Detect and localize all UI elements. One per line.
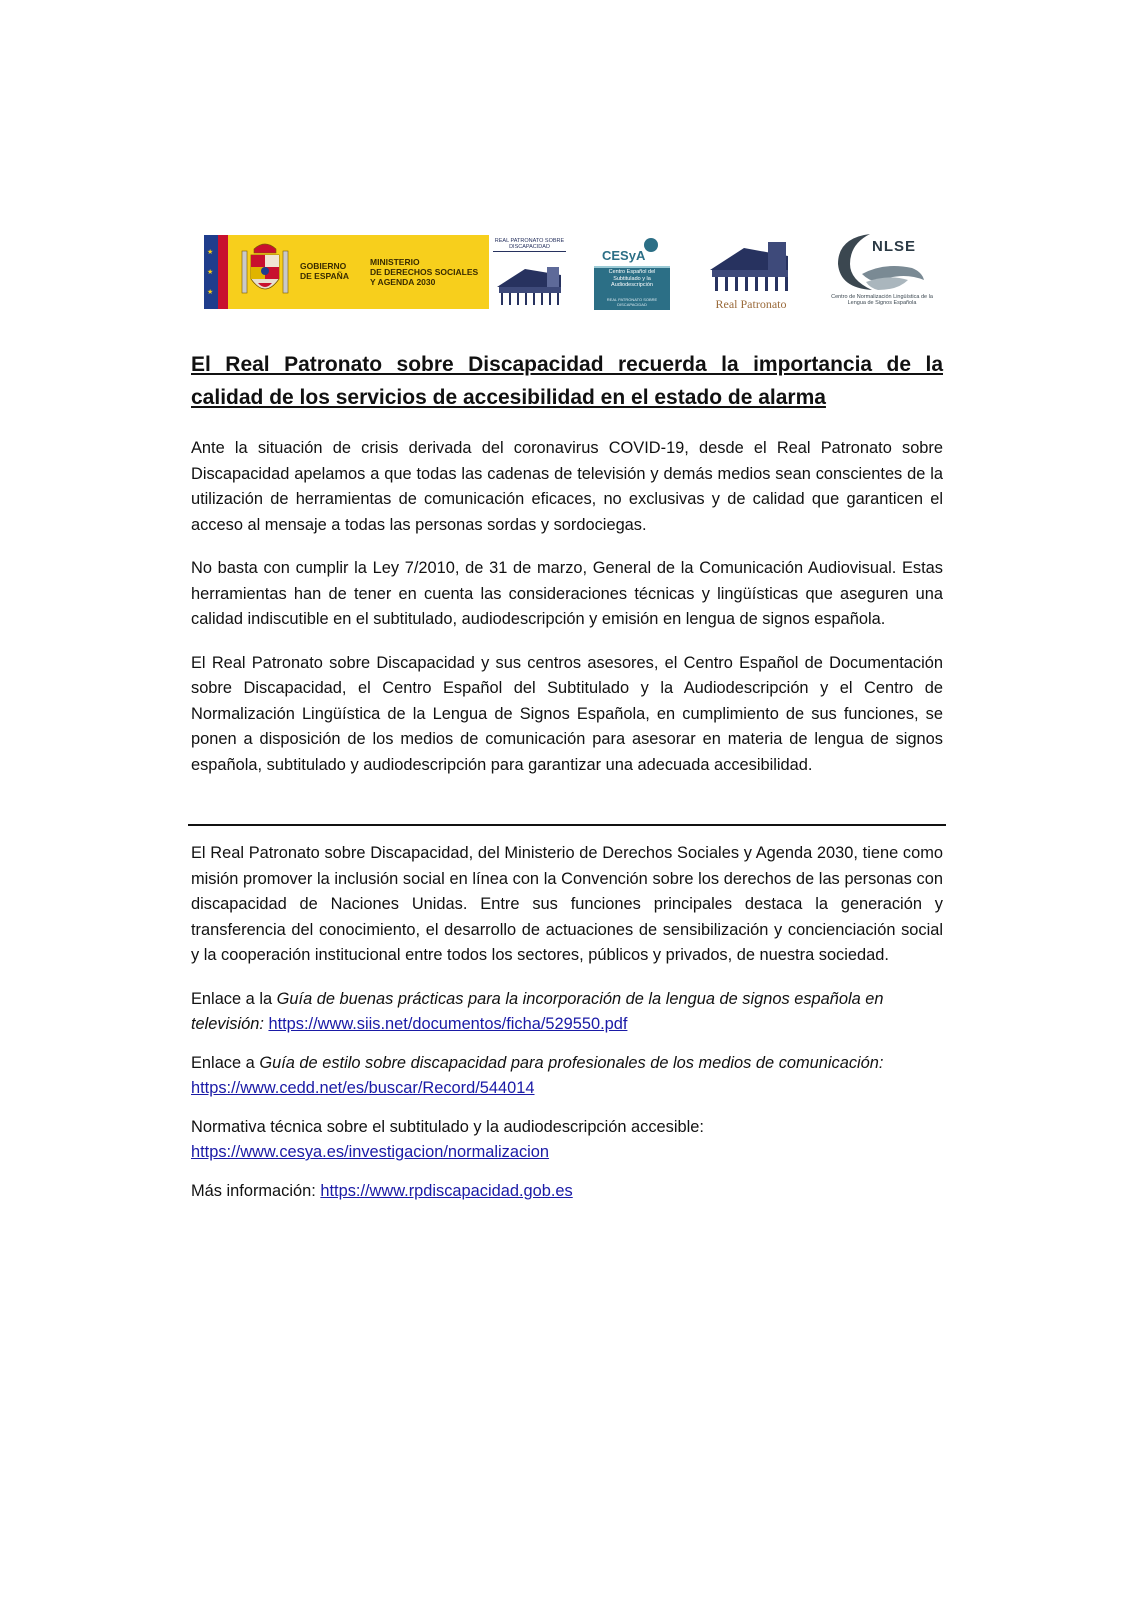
cesya-footer: REAL PATRONATO SOBRE DISCAPACIDAD [606,297,658,307]
real-patronato-small-logo [489,235,570,309]
section-divider [188,824,946,826]
building-icon [495,257,565,307]
headline: El Real Patronato sobre Discapacidad recuerda la importancia de la calidad de los servicios de accesibilidad en el estado de alarma [191,353,943,409]
paragraph-centres: El Real Patronato sobre Discapacidad y sus centros asesores, el Centro Español de Documentación sobre Discapacidad, el Centro Español del Subtitulado y la Audiodescripción y el Centro de Normalización Lingüística de la Lengua de Signos Española, en cumplimiento de sus funciones, se ponen a disposición de los medios de comunicación para asesorar en materia de lengua de signos española, subtitulado y audiodescripción para garantizar una adecuada accesibilidad. [191,653,943,774]
cnlse-logo [826,228,938,312]
link-technical-norms [191,1115,943,1166]
siis-link[interactable]: https://www.siis.net/documentos/ficha/529550.pdf [268,1015,628,1033]
link-style-guide [191,1051,943,1102]
ministerio-text: MINISTERIO DE DERECHOS SOCIALES Y AGENDA 2030 [370,257,479,287]
cesya-link[interactable]: https://www.cesya.es/investigacion/normalizacion [191,1143,550,1161]
gobierno-de-espana-logo [204,235,570,309]
coat-of-arms-icon [240,241,290,303]
cesya-caption: Centro Español del Subtitulado y la Audiodescripción [608,269,656,288]
link-title: Guía de buenas prácticas para la incorporación de la lengua de signos española en televisión: [191,989,884,1033]
link-prefix: Normativa técnica sobre el subtitulado y la audiodescripción accesible: [191,1117,704,1136]
real-patronato-building-icon [708,238,794,296]
rpdiscapacidad-link[interactable]: https://www.rpdiscapacidad.gob.es [320,1181,573,1200]
cesya-logo [594,236,670,308]
cnlse-caption: Centro de Normalización Lingüística de la Lengua de Signos Española [831,294,933,306]
paragraph-about: El Real Patronato sobre Discapacidad, del Ministerio de Derechos Sociales y Agenda 2030, tiene como misión promover la inclusión social en línea con la Convención sobre los derechos de las personas con discapacidad de Naciones Unidas. Entre sus funciones principales destaca la generación y transferencia del conocimiento, el desarrollo de actuaciones de sensibilización y concienciación social y la cooperación institucional entre todos los sectores, públicos y privados, de nuestra sociedad. [191,844,943,964]
link-guide-sign-language [191,987,943,1038]
press-release-body [191,348,943,1217]
cnlse-name: NLSE [872,238,917,255]
paragraph-crisis: Ante la situación de crisis derivada del coronavirus COVID-19, desde el Real Patronato sobre Discapacidad apelamos a que todas las cadenas de televisión y demás medios sean conscientes de la utilización de herramientas de comunicación eficaces, no exclusivas y de calidad que garanticen el acceso al mensaje a todas las personas sordas y sordociegas. [191,439,943,534]
paragraph-law: No basta con cumplir la Ley 7/2010, de 31 de marzo, General de la Comunicación Audiovisual. Estas herramientas han de tener en cuenta las consideraciones técnicas y lingüísticas que aseguren una calidad indiscutible en el subtitulado, audiodescripción y emisión en lengua de signos española. [191,559,943,628]
link-prefix: Más información: [191,1181,321,1200]
link-more-info [191,1179,943,1205]
cedd-link[interactable]: https://www.cedd.net/es/buscar/Record/544014 [191,1079,535,1097]
real-patronato-small-caption: REAL PATRONATO SOBRE DISCAPACIDAD [494,238,565,250]
link-prefix: Enlace a la [191,989,277,1008]
link-prefix: Enlace a [191,1053,260,1072]
gobierno-text: GOBIERNO DE ESPAÑA [300,261,349,281]
cesya-name: CESyA [602,248,646,263]
logo-header [0,0,1132,320]
link-title: Guía de estilo sobre discapacidad para profesionales de los medios de comunicación: [259,1053,884,1072]
real-patronato-caption: Real Patronato [715,297,787,311]
cesya-globe-icon [644,238,658,252]
eu-flag-strip: ★ ★ ★ [204,235,228,309]
